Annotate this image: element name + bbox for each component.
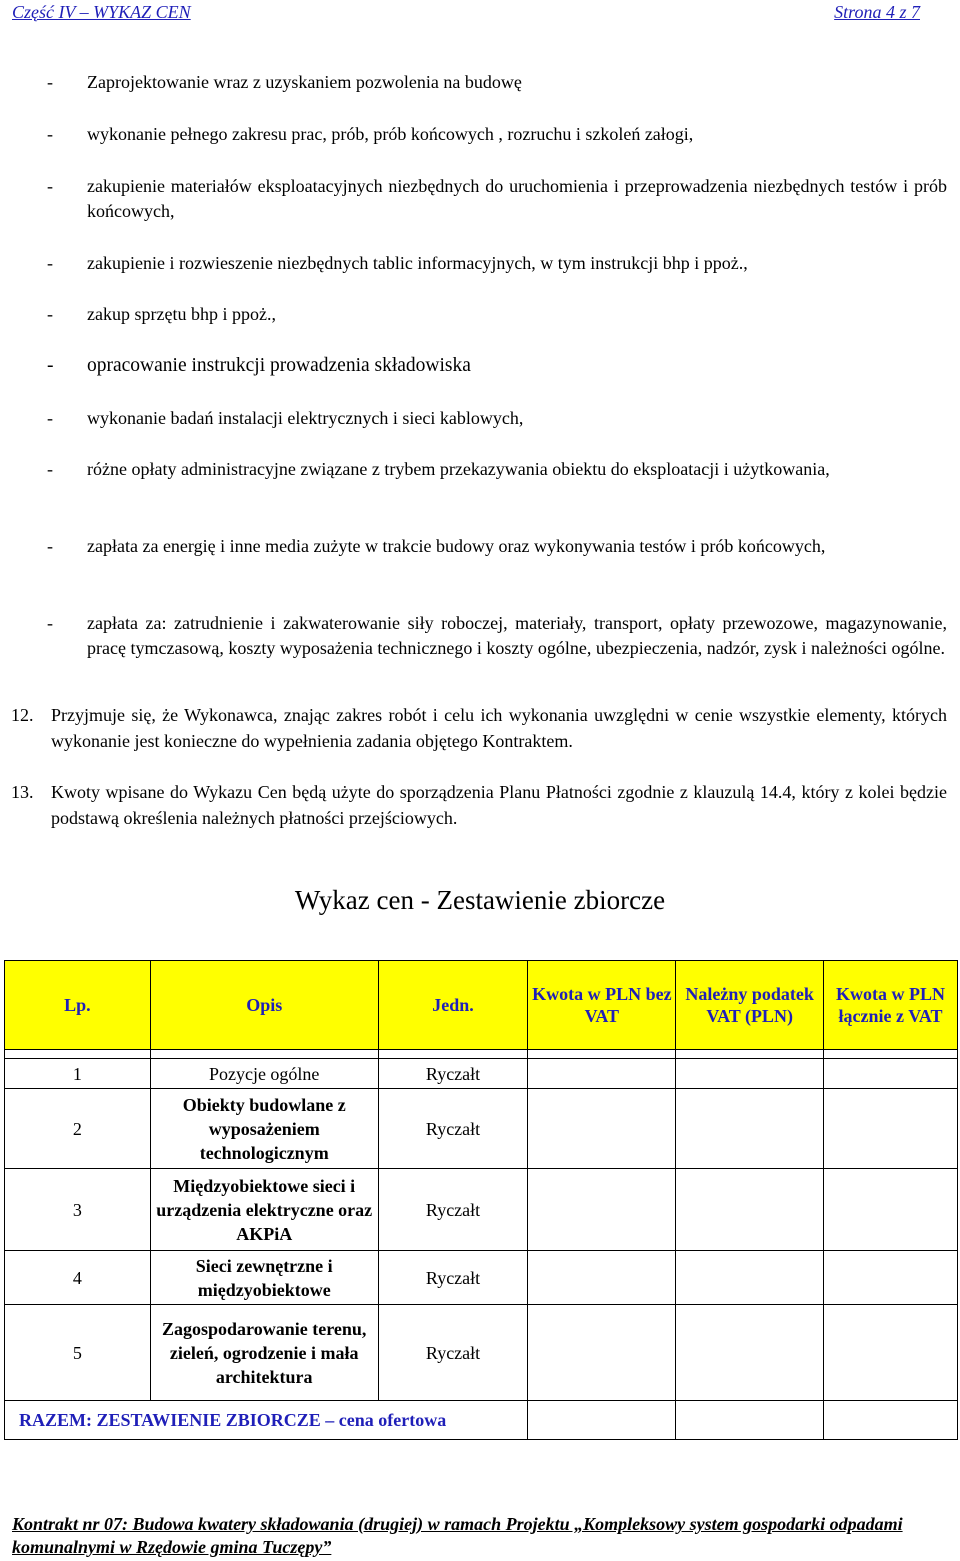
table-row: [5, 1251, 958, 1305]
bullet-dash: -: [47, 72, 53, 92]
cell-net-amount[interactable]: [528, 1169, 676, 1251]
cell-net-amount[interactable]: [528, 1305, 676, 1401]
header-vat: Należny podatek VAT (PLN): [676, 961, 824, 1050]
cell-lp: 3: [5, 1169, 151, 1251]
paragraph-13: [11, 779, 947, 831]
section-title: Wykaz cen - Zestawienie zbiorcze: [294, 885, 666, 915]
header-page-number: Strona 4 z 7: [834, 2, 920, 22]
cell-opis: Obiekty budowlane z wyposażeniem technologicznym: [150, 1089, 378, 1169]
cell-vat[interactable]: [676, 1305, 824, 1401]
cell-gross-amount[interactable]: [824, 1169, 958, 1251]
list-item: [47, 534, 947, 559]
cell-lp: 2: [5, 1089, 151, 1169]
total-vat[interactable]: [676, 1401, 824, 1440]
table-header-row: [5, 961, 958, 1050]
cell-opis: Pozycje ogólne: [150, 1059, 378, 1089]
bullet-dash: -: [47, 459, 53, 479]
table-row: [5, 1169, 958, 1251]
summary-table: [4, 960, 958, 1440]
cell-vat[interactable]: [676, 1089, 824, 1169]
list-item-text: różne opłaty administracyjne związane z trybem przekazywania obiektu do eksploatacji i użytkowania,: [87, 459, 830, 479]
paragraph-number: 13.: [11, 782, 34, 802]
cell-opis: Sieci zewnętrzne i międzyobiektowe: [150, 1251, 378, 1305]
bullet-dash: -: [47, 176, 53, 196]
list-item-text: zakupienie materiałów eksploatacyjnych niezbędnych do uruchomienia i przeprowadzenia niezbędnych testów i prób końcowych,: [87, 176, 947, 221]
list-item-text: wykonanie pełnego zakresu prac, prób, prób końcowych , rozruchu i szkoleń załogi,: [87, 124, 694, 144]
header-jedn: Jedn.: [378, 961, 528, 1050]
list-item: [47, 406, 947, 431]
table-row: [5, 1305, 958, 1401]
cell-jedn: Ryczałt: [378, 1089, 528, 1169]
list-item: [47, 611, 947, 661]
list-item: [47, 174, 947, 224]
bullet-dash: -: [47, 124, 53, 144]
cell-lp: 1: [5, 1059, 151, 1089]
header-opis: Opis: [150, 961, 378, 1050]
cell-gross-amount[interactable]: [824, 1251, 958, 1305]
list-item-text: zakup sprzętu bhp i ppoż.,: [87, 304, 276, 324]
cell-net-amount[interactable]: [528, 1059, 676, 1089]
list-item-text: wykonanie badań instalacji elektrycznych i sieci kablowych,: [87, 408, 524, 428]
list-item-text: zakupienie i rozwieszenie niezbędnych tablic informacyjnych, w tym instrukcji bhp i ppoż.,: [87, 253, 748, 273]
bullet-dash: -: [47, 253, 53, 273]
footer-contract-title: Kontrakt nr 07: Budowa kwatery składowania (drugiej) w ramach Projektu „Kompleksowy system gospodarki odpadami komunalnymi w Rzędowie gmina Tuczępy”: [12, 1514, 903, 1557]
cell-jedn: Ryczałt: [378, 1059, 528, 1089]
table-row: [5, 1059, 958, 1089]
table-row: [5, 1089, 958, 1169]
list-item-text: zapłata za: zatrudnienie i zakwaterowanie siły roboczej, materiały, transport, opłaty przewozowe, magazynowanie, pracę tymczasową, koszty wyposażenia technicznego i koszty ogólne, ubezpieczenia, nadzór, zysk i należności ogólne.: [87, 613, 947, 658]
cell-gross-amount[interactable]: [824, 1305, 958, 1401]
paragraph-text: Kwoty wpisane do Wykazu Cen będą użyte do sporządzenia Planu Płatności zgodnie z klauzulą 14.4, który z kolei będzie podstawą określenia należnych płatności przejściowych.: [51, 782, 947, 828]
bullet-dash: -: [47, 408, 53, 428]
cell-net-amount[interactable]: [528, 1251, 676, 1305]
cell-vat[interactable]: [676, 1059, 824, 1089]
cell-gross-amount[interactable]: [824, 1059, 958, 1089]
paragraph-12: [11, 702, 947, 754]
total-label: RAZEM: ZESTAWIENIE ZBIORCZE – cena ofertowa: [5, 1401, 528, 1440]
header-net-amount: Kwota w PLN bez VAT: [528, 961, 676, 1050]
bullet-dash: -: [47, 304, 53, 324]
bullet-dash: -: [47, 536, 53, 556]
list-item: [47, 70, 947, 95]
cell-lp: 5: [5, 1305, 151, 1401]
paragraph-number: 12.: [11, 705, 34, 725]
cell-jedn: Ryczałt: [378, 1169, 528, 1251]
bullet-dash: -: [47, 355, 54, 376]
total-gross-amount[interactable]: [824, 1401, 958, 1440]
table-total-row: [5, 1401, 958, 1440]
cell-jedn: Ryczałt: [378, 1251, 528, 1305]
list-item-text: opracowanie instrukcji prowadzenia składowiska: [87, 355, 471, 376]
cell-vat[interactable]: [676, 1251, 824, 1305]
cell-net-amount[interactable]: [528, 1089, 676, 1169]
cell-jedn: Ryczałt: [378, 1305, 528, 1401]
list-item-text: Zaprojektowanie wraz z uzyskaniem pozwolenia na budowę: [87, 72, 522, 92]
list-item: [47, 251, 947, 276]
list-item: [47, 302, 947, 327]
header-section-label: Część IV – WYKAZ CEN: [12, 2, 191, 22]
paragraph-text: Przyjmuje się, że Wykonawca, znając zakres robót i celu ich wykonania uwzględni w cenie wszystkie elementy, których wykonanie jest konieczne do wypełnienia zadania objętego Kontraktem.: [51, 705, 947, 751]
list-item: [47, 457, 947, 482]
cell-vat[interactable]: [676, 1169, 824, 1251]
list-item-text: zapłata za energię i inne media zużyte w trakcie budowy oraz wykonywania testów i prób końcowych,: [87, 536, 826, 556]
cell-lp: 4: [5, 1251, 151, 1305]
table-spacer-row: [5, 1050, 958, 1059]
header-lp: Lp.: [5, 961, 151, 1050]
cell-opis: Zagospodarowanie terenu, zieleń, ogrodzenie i mała architektura: [150, 1305, 378, 1401]
cell-opis: Międzyobiektowe sieci i urządzenia elektryczne oraz AKPiA: [150, 1169, 378, 1251]
bullet-dash: -: [47, 613, 53, 633]
header-gross-amount: Kwota w PLN łącznie z VAT: [824, 961, 958, 1050]
cell-gross-amount[interactable]: [824, 1089, 958, 1169]
list-item: [47, 353, 947, 378]
total-net-amount[interactable]: [528, 1401, 676, 1440]
list-item: [47, 122, 947, 147]
